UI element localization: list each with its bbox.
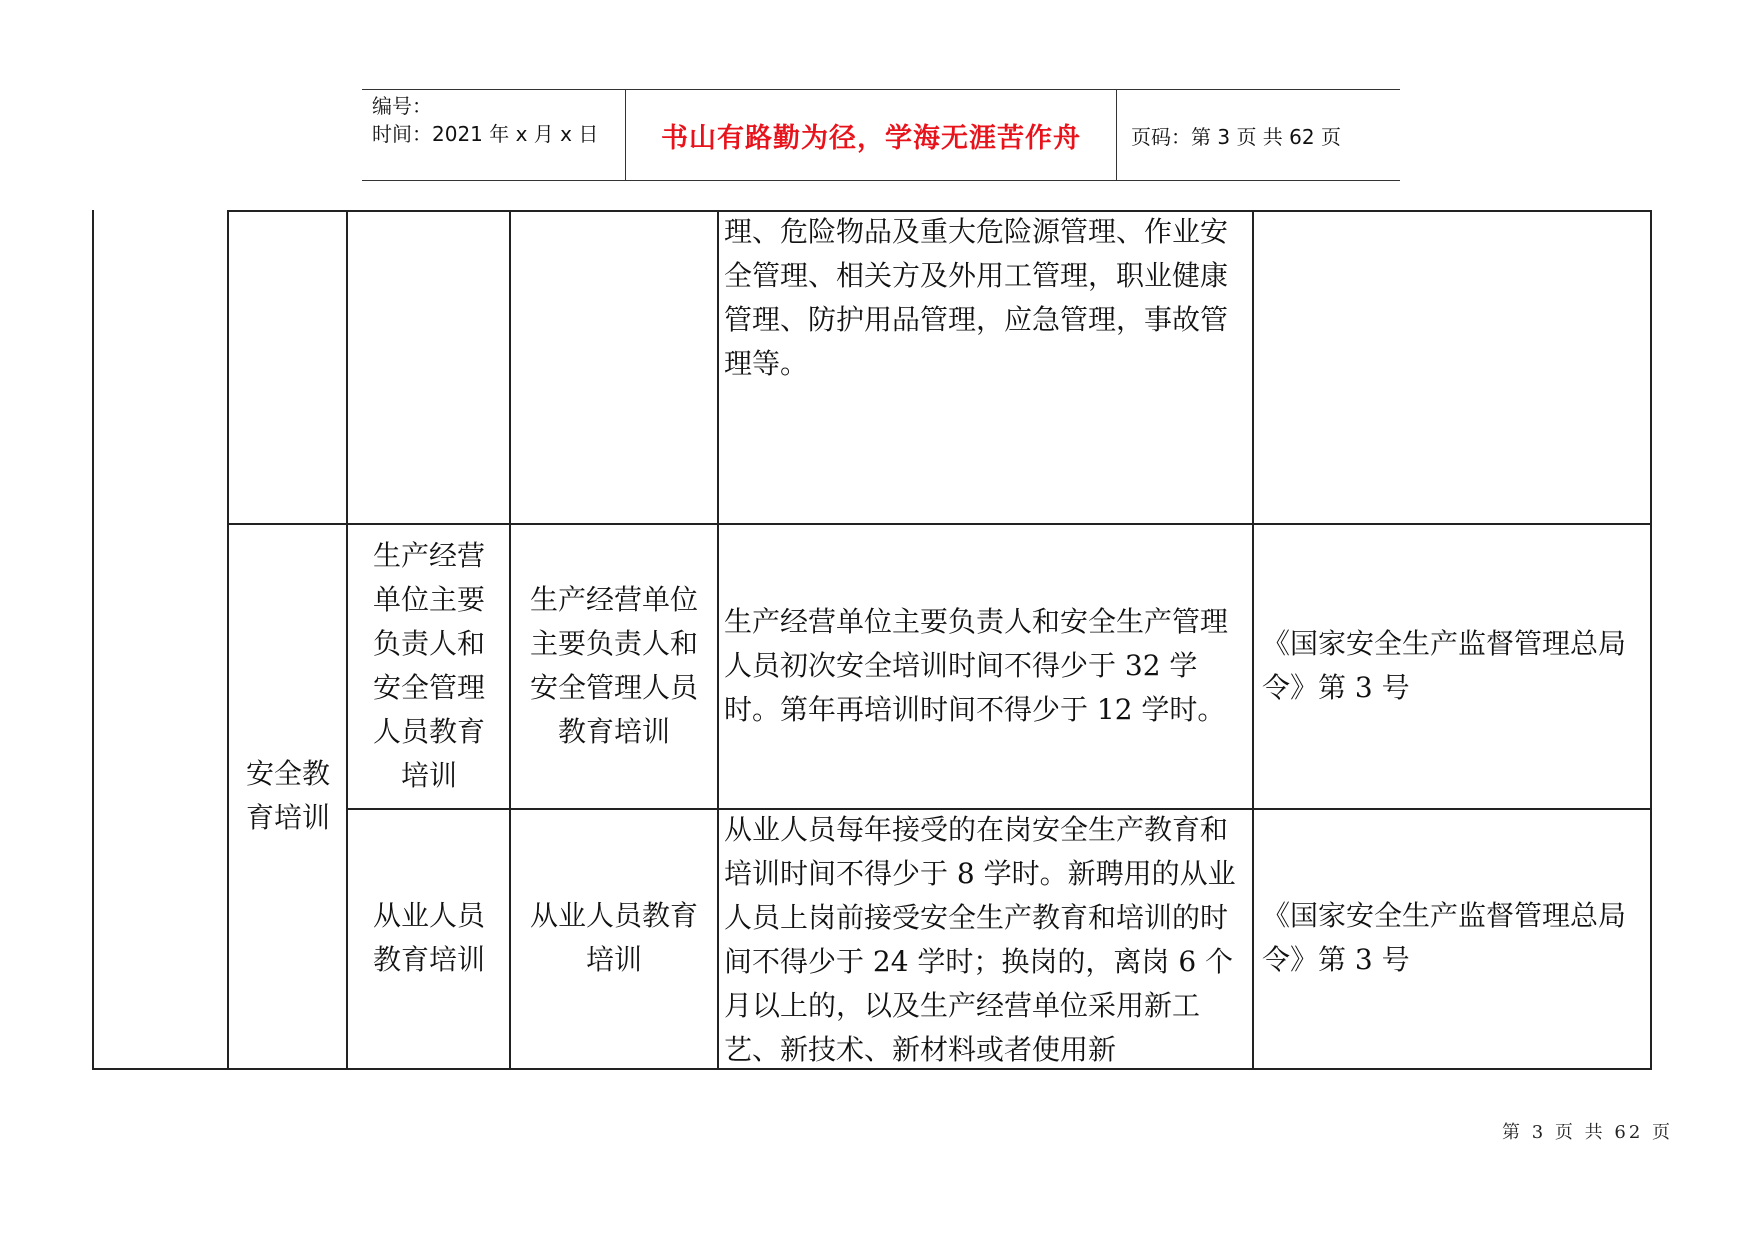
category-cell [238,523,338,1069]
motto-text: 书山有路勤为径，学海无涯苦作舟 [661,122,1081,154]
table-divider-col3 [509,210,511,1070]
table-border-left [92,210,94,1070]
row2-basis-cell [1262,523,1632,808]
table-divider-col2 [346,210,348,1070]
row3-item-cell [360,808,498,1068]
row3-content-text: 从业人员每年接受的在岗安全生产教育和培训时间不得少于 8 学时。新聘用的从业人员上岗前接受安全生产教育和培训的时间不得少于 24 学时；换岗的，离岗 6 个月以上的，以及生产经营单位采用新工艺、新技术、新材料或者使用新 [724,813,1236,1066]
table-divider-col5 [1252,210,1254,1070]
table-border-right [1650,210,1652,1070]
table-divider-col1 [227,210,229,1070]
row2-content-text: 生产经营单位主要负责人和安全生产管理人员初次安全培训时间不得少于 32 学时。第年再培训时间不得少于 12 学时。 [724,604,1229,726]
header-page-code-cell [1117,90,1400,180]
row3-basis-text: 《国家安全生产监督管理总局令》第 3 号 [1262,899,1627,976]
row3-subject-cell [518,808,710,1068]
header-motto-cell [626,90,1117,180]
page-footer [1502,1118,1673,1144]
header-meta [362,90,626,180]
document-date: 时间：2021 年 x 月 x 日 [372,122,599,146]
table-divider-col4 [717,210,719,1070]
row2-subject-text: 生产经营单位主要负责人和安全管理人员教育培训 [529,582,698,748]
document-number-label: 编号： [372,94,432,118]
footer-page-number: 第 3 页 共 62 页 [1502,1122,1673,1143]
row2-content-cell [724,523,1246,808]
row3-subject-text: 从业人员教育培训 [529,899,698,976]
row1-content-text: 理、危险物品及重大危险源管理、作业安全管理、相关方及外用工管理，职业健康管理、防护用品管理，应急管理，事故管理等。 [724,215,1229,380]
page-code: 页码：第 3 页 共 62 页 [1131,124,1341,149]
row3-basis-cell [1262,808,1632,1068]
row2-item-cell [360,523,498,808]
row2-basis-text: 《国家安全生产监督管理总局令》第 3 号 [1262,626,1627,704]
category-text: 安全教育培训 [245,757,330,834]
regulation-table [92,210,1652,1070]
row1-content-cell [724,210,1246,523]
page-header [362,89,1400,181]
row2-item-text: 生产经营单位主要负责人和安全管理人员教育培训 [372,538,485,792]
row3-content-cell [724,808,1246,1068]
row2-subject-cell [518,523,710,808]
row3-item-text: 从业人员教育培训 [372,899,485,976]
